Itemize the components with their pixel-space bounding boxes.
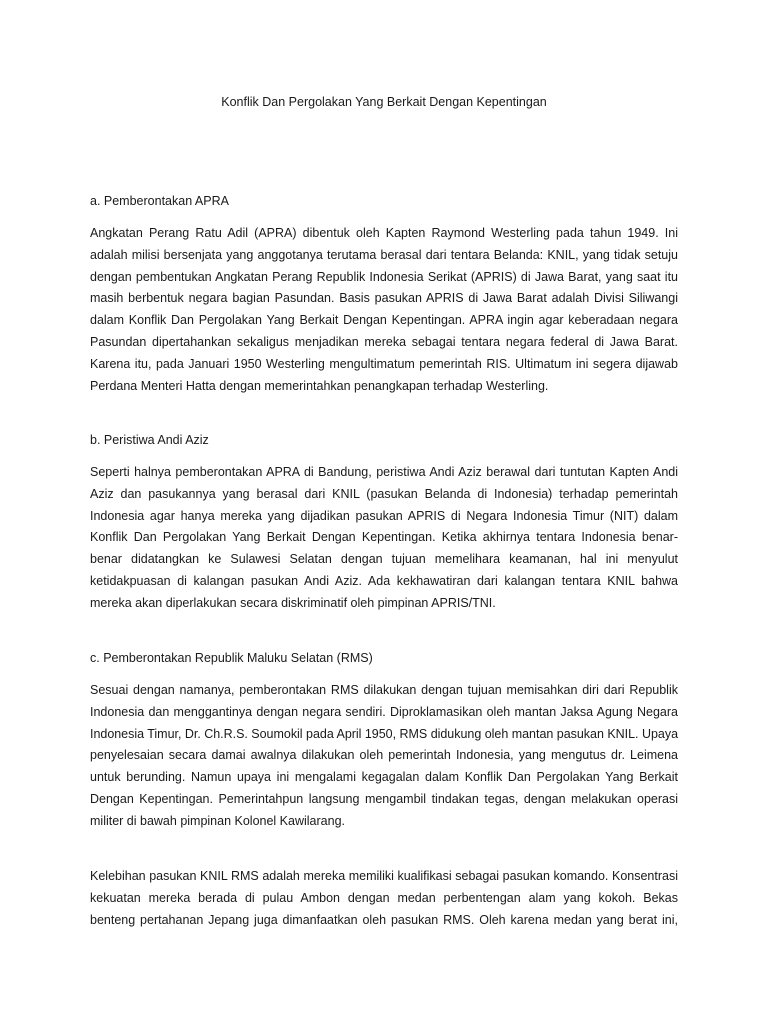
- paragraph-line: Indonesia Timur, Dr. Ch.R.S. Soumokil pada April 1950, RMS didukung oleh mantan pasukan KNIL. Upaya: [90, 726, 678, 741]
- paragraph-line: Indonesia agar hanya mereka yang dijadikan pasukan APRIS di Negara Indonesia Timur (NIT) dalam: [90, 508, 678, 523]
- paragraph-line: benteng pertahanan Jepang juga dimanfaatkan oleh pasukan RMS. Oleh karena medan yang berat ini,: [90, 912, 678, 927]
- paragraph-line: benar didatangkan ke Sulawesi Selatan dengan tujuan memelihara keamanan, hal ini menyulut: [90, 552, 678, 567]
- paragraph-line: Dengan Kepentingan. Pemerintahpun langsung mengambil tindakan tegas, dengan melakukan operasi: [90, 791, 678, 806]
- paragraph-line: mereka akan diperlakukan secara diskriminatif oleh pimpinan APRIS/TNI.: [90, 595, 496, 610]
- paragraph-line: adalah milisi bersenjata yang anggotanya terutama berasal dari tentara Belanda: KNIL, yang tidak setuju: [90, 247, 678, 262]
- paragraph-andi-aziz: [90, 462, 678, 615]
- paragraph-line: Konflik Dan Pergolakan Yang Berkait Dengan Kepentingan. Ketika akhirnya tentara Indonesia benar-: [90, 530, 678, 545]
- paragraph-line: kekuatan mereka berada di pulau Ambon dengan medan perbentengan alam yang kokoh. Bekas: [90, 890, 678, 905]
- paragraph-line: untuk berunding. Namun upaya ini mengalami kegagalan dalam Konflik Dan Pergolakan Yang Berkait: [90, 770, 678, 785]
- section-heading-andi-aziz: b. Peristiwa Andi Aziz: [90, 433, 209, 447]
- paragraph-line: Perdana Menteri Hatta dengan memerintahkan penangkapan terhadap Westerling.: [90, 378, 549, 393]
- paragraph-apra: [90, 223, 678, 397]
- section-heading-apra: a. Pemberontakan APRA: [90, 194, 229, 208]
- paragraph-rms-2: [90, 866, 678, 931]
- paragraph-line: Angkatan Perang Ratu Adil (APRA) dibentuk oleh Kapten Raymond Westerling pada tahun 1949. Ini: [90, 226, 678, 240]
- paragraph-line: Kelebihan pasukan KNIL RMS adalah mereka memiliki kualifikasi sebagai pasukan komando. Konsentrasi: [90, 869, 678, 883]
- paragraph-line: dengan pembentukan Angkatan Perang Republik Indonesia Serikat (APRIS) di Jawa Barat, yang saat itu: [90, 269, 678, 284]
- paragraph-line: Aziz dan pasukannya yang berasal dari KNIL (pasukan Belanda di Indonesia) terhadap pemerintah: [90, 486, 678, 501]
- paragraph-line: Karena itu, pada Januari 1950 Westerling mengultimatum pemerintah RIS. Ultimatum ini segera dijawab: [90, 356, 678, 371]
- paragraph-rms-1: [90, 680, 678, 833]
- paragraph-line: Sesuai dengan namanya, pemberontakan RMS dilakukan dengan tujuan memisahkan diri dari Republik: [90, 683, 678, 697]
- paragraph-line: dalam Konflik Dan Pergolakan Yang Berkait Dengan Kepentingan. APRA ingin agar keberadaan negara: [90, 313, 678, 328]
- paragraph-line: masih berbentuk negara bagian Pasundan. Basis pasukan APRIS di Jawa Barat adalah Divisi Siliwangi: [90, 291, 678, 306]
- paragraph-line: penyelesaian secara damai awalnya dilakukan oleh pemerintah Indonesia, yang mengutus dr. Leimena: [90, 748, 678, 763]
- paragraph-line: Pasundan dipertahankan sekaligus menjadikan mereka sebagai tentara negara federal di Jawa Barat.: [90, 334, 678, 349]
- paragraph-line: Seperti halnya pemberontakan APRA di Bandung, peristiwa Andi Aziz berawal dari tuntutan Kapten Andi: [90, 465, 678, 479]
- document-title: Konflik Dan Pergolakan Yang Berkait Dengan Kepentingan: [221, 95, 547, 109]
- section-heading-rms: c. Pemberontakan Republik Maluku Selatan (RMS): [90, 651, 373, 665]
- paragraph-line: ketidakpuasan di kalangan pasukan Andi Aziz. Ada kekhawatiran dari kalangan tentara KNIL bahwa: [90, 573, 678, 588]
- paragraph-line: militer di bawah pimpinan Kolonel Kawilarang.: [90, 813, 345, 828]
- paragraph-line: Indonesia dan menggantinya dengan negara sendiri. Diproklamasikan oleh mantan Jaksa Agung Negara: [90, 704, 678, 719]
